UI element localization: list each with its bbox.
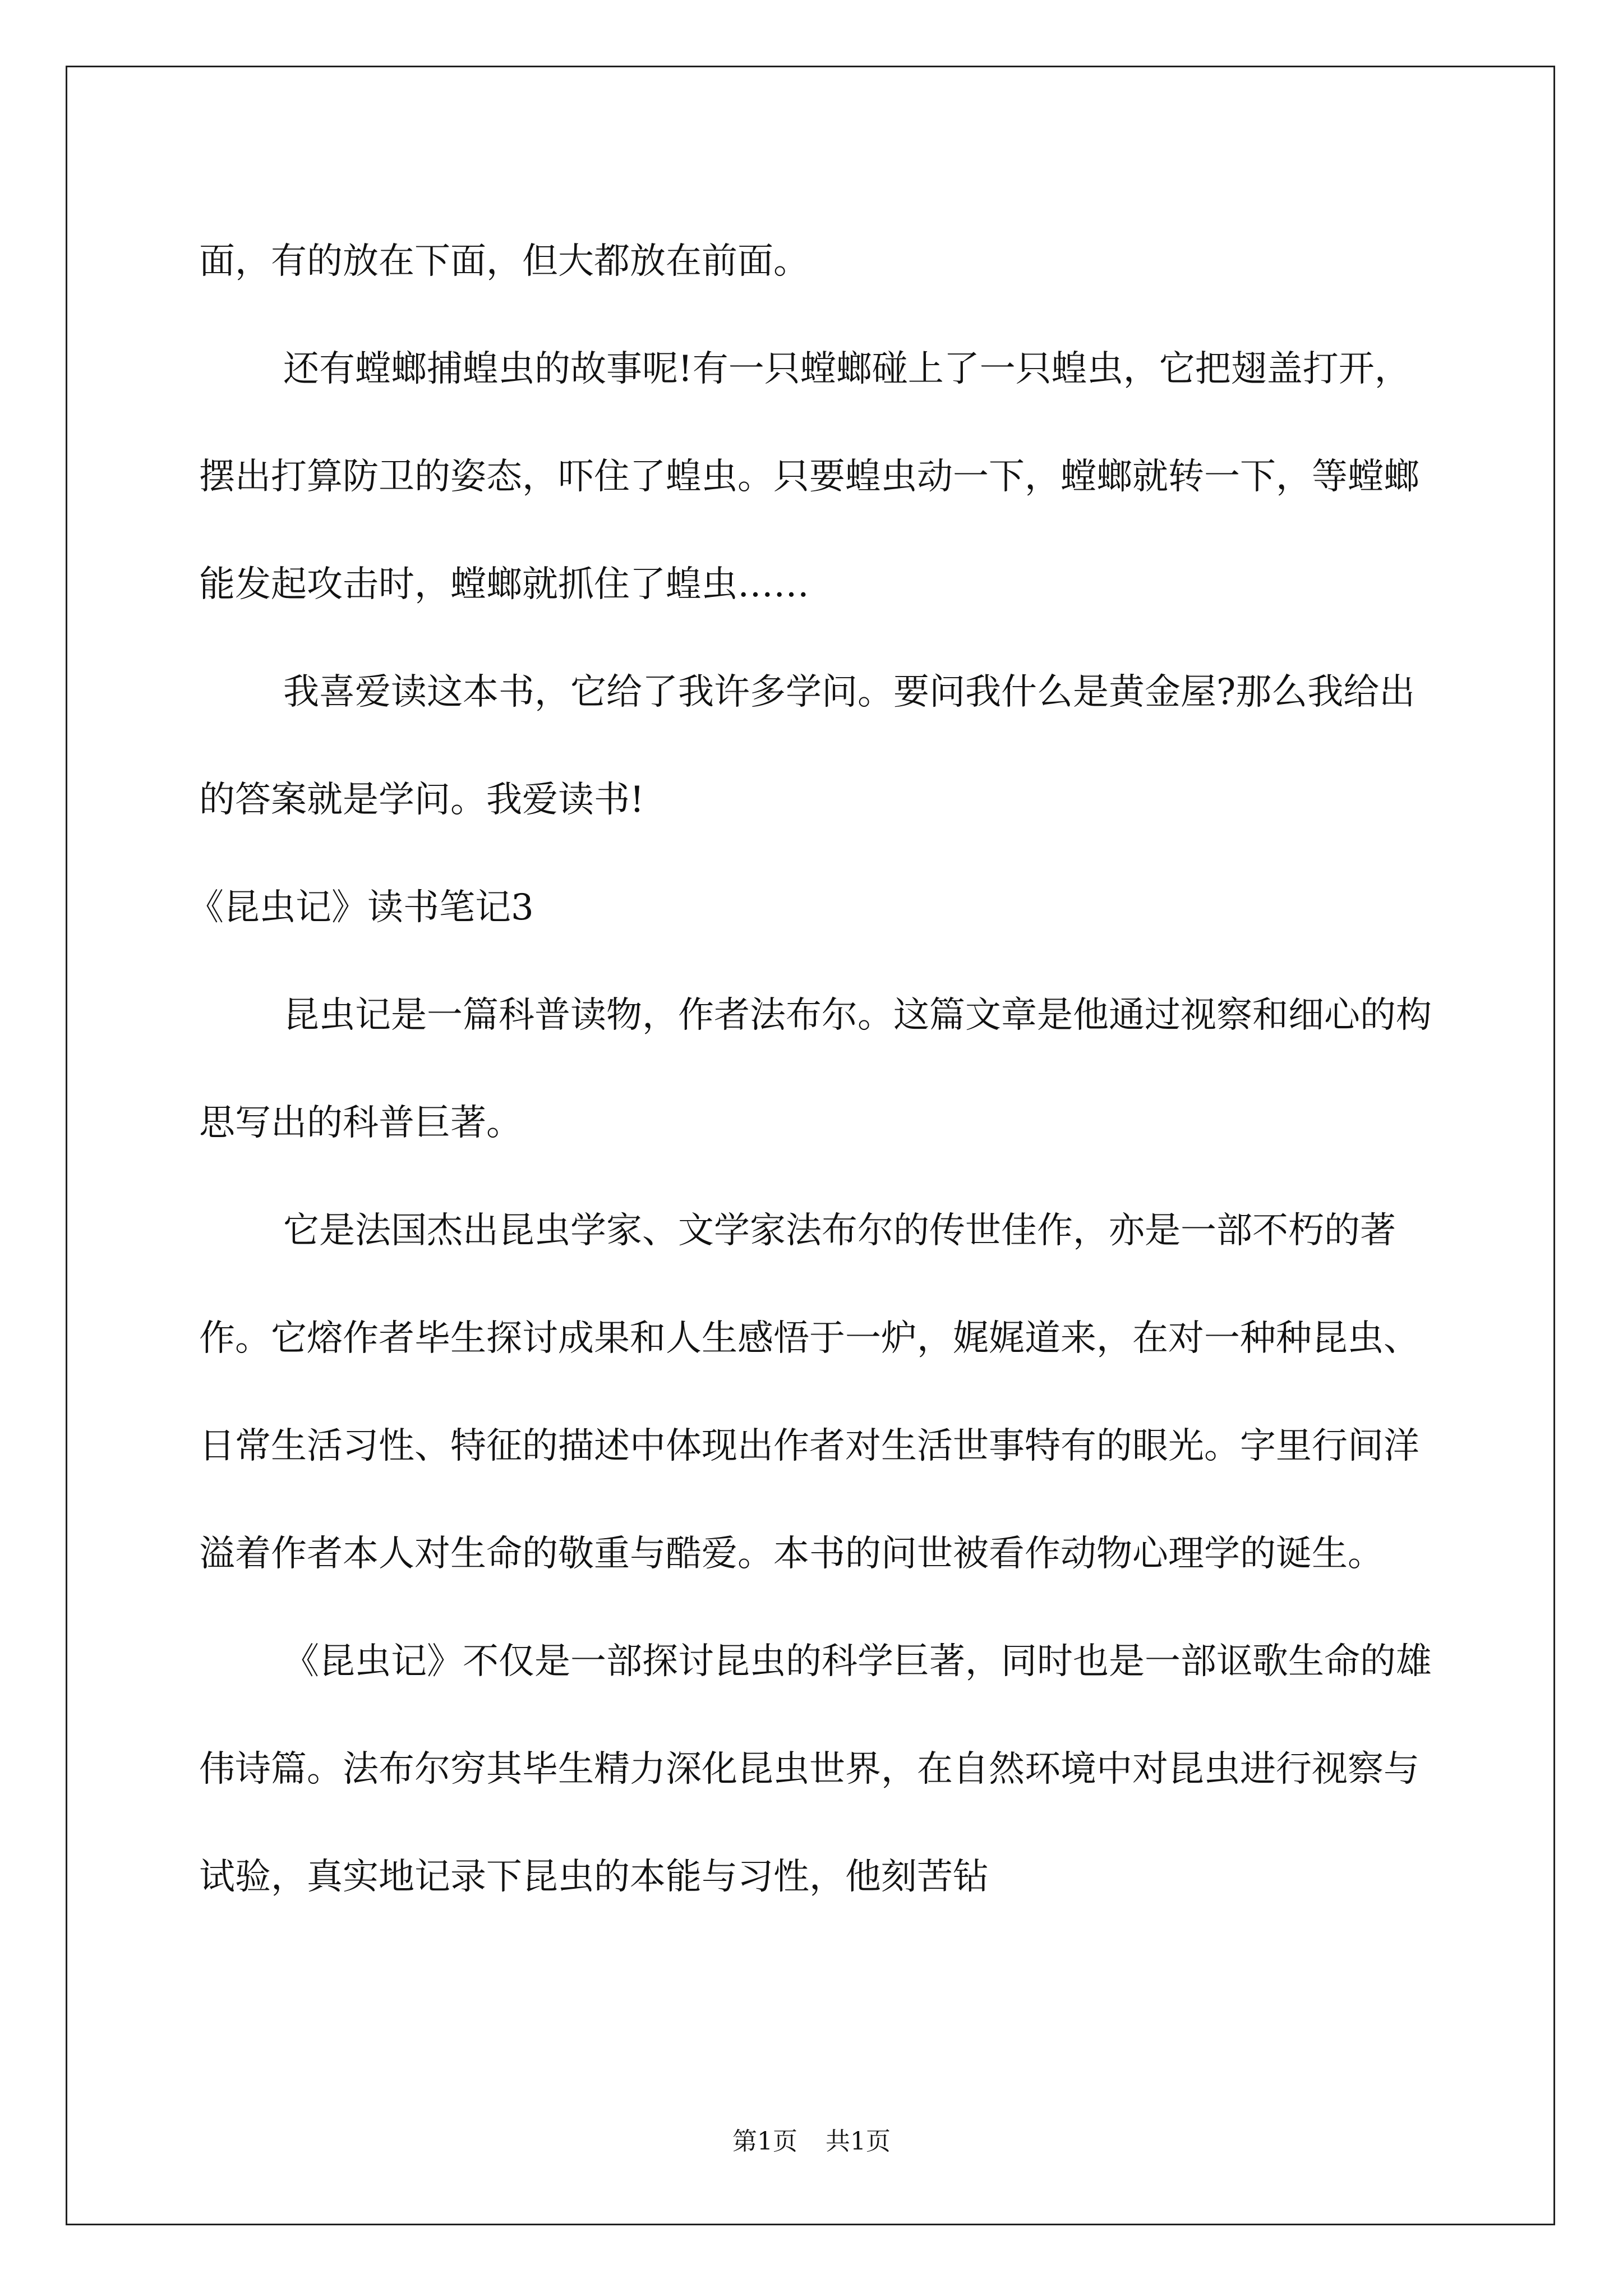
page-total: 共1页 bbox=[826, 2127, 891, 2156]
paragraph-poem-of-life: 《昆虫记》不仅是一部探讨昆虫的科学巨著，同时也是一部讴歌生命的雄伟诗篇。法布尔穷其毕生精力深化昆虫世界，在自然环境中对昆虫进行视察与试验，真实地记录下昆虫的本能与习性，他刻苦钻 bbox=[199, 1641, 1432, 1898]
page-footer bbox=[0, 2125, 1623, 2159]
paragraph-love-reading: 我喜爱读这本书，它给了我许多学问。要问我什么是黄金屋?那么我给出的答案就是学问。我爱读书! bbox=[199, 671, 1415, 821]
paragraph-continuation: 面，有的放在下面，但大都放在前面。 bbox=[199, 241, 809, 282]
page-number: 第1页 bbox=[732, 2127, 797, 2156]
paragraph-mantis-story: 还有螳螂捕蝗虫的故事呢!有一只螳螂碰上了一只蝗虫，它把翅盖打开，摆出打算防卫的姿态，吓住了蝗虫。只要蝗虫动一下，螳螂就转一下，等螳螂能发起攻击时，螳螂就抓住了蝗虫…… bbox=[199, 348, 1419, 605]
paragraph-intro: 昆虫记是一篇科普读物，作者法布尔。这篇文章是他通过视察和细心的构思写出的科普巨著。 bbox=[199, 995, 1432, 1144]
paragraph-masterpiece: 它是法国杰出昆虫学家、文学家法布尔的传世佳作，亦是一部不朽的著作。它熔作者毕生探讨成果和人生感悟于一炉，娓娓道来，在对一种种昆虫、日常生活习性、特征的描述中体现出作者对生活世事特有的眼光。字里行间洋溢着作者本人对生命的敬重与酷爱。本书的问世被看作动物心理学的诞生。 bbox=[199, 1210, 1419, 1575]
document-body bbox=[188, 208, 1436, 1931]
section-heading: 《昆虫记》读书笔记3 bbox=[188, 887, 534, 928]
